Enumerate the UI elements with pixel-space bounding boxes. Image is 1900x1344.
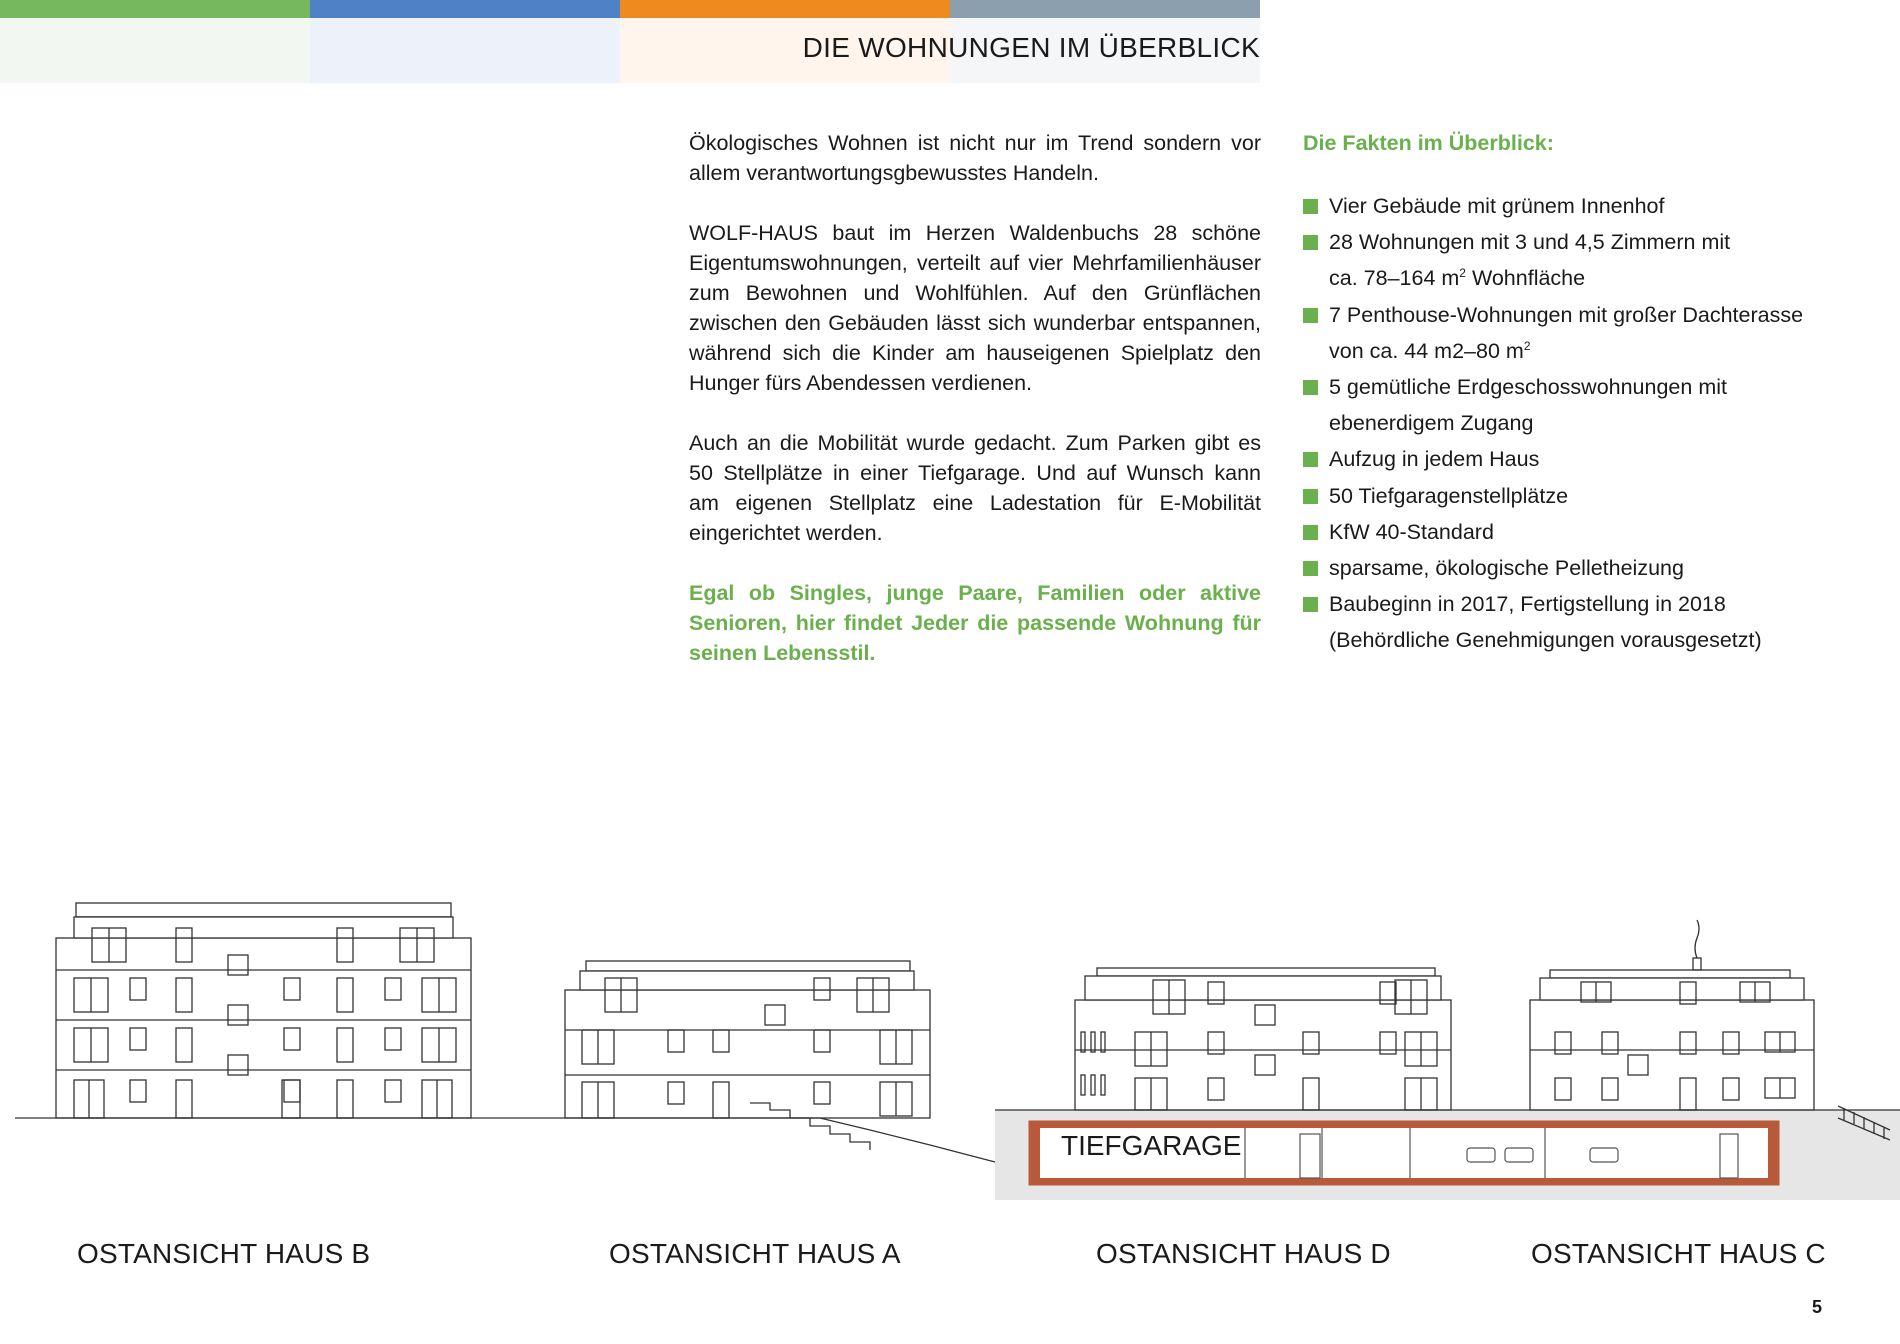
house-c bbox=[1530, 920, 1890, 1140]
header-strip-green bbox=[0, 0, 310, 18]
square-bullet-icon bbox=[1303, 489, 1318, 504]
list-item: 28 Wohnungen mit 3 und 4,5 Zimmern mit ca. 78–164 $m^2$ Wohnfläche bbox=[1303, 224, 1863, 296]
page-number: 5 bbox=[1812, 1297, 1823, 1317]
header-band-blue bbox=[310, 18, 620, 83]
facts-list bbox=[1303, 188, 1863, 659]
list-item: Vier Gebäude mit grünem Innenhof bbox=[1303, 188, 1863, 224]
list-item: KfW 40-Standard bbox=[1303, 514, 1863, 550]
page-title: DIE WOHNUNGEN IM ÜBERBLICK bbox=[802, 32, 1260, 63]
list-item: 5 gemütliche Erdgeschosswohnungen mit ebenerdigem Zugang bbox=[1303, 369, 1863, 441]
garage-label: TIEFGARAGE bbox=[1061, 1130, 1242, 1161]
intro-paragraph-3: Auch an die Mobilität wurde gedacht. Zum Parken gibt es 50 Stellplätze in einer Tiefgarage. Und auf Wunsch kann am eigenen Stellplatz eine Ladestation für E-Mobilität eingerichtet werden. bbox=[689, 431, 1261, 545]
list-item: Aufzug in jedem Haus bbox=[1303, 441, 1863, 477]
header-band-green bbox=[0, 18, 310, 83]
square-bullet-icon bbox=[1303, 525, 1318, 540]
header-strip-blue bbox=[310, 0, 620, 18]
facts-heading: Die Fakten im Überblick: bbox=[1303, 131, 1554, 155]
caption-haus-b: OSTANSICHT HAUS B bbox=[77, 1238, 371, 1269]
square-bullet-icon bbox=[1303, 561, 1318, 576]
intro-paragraph-1: Ökologisches Wohnen ist nicht nur im Trend sondern vor allem verantwortungsgbewusstes Handeln. bbox=[689, 131, 1261, 185]
intro-text bbox=[689, 128, 1261, 698]
caption-haus-d: OSTANSICHT HAUS D bbox=[1096, 1238, 1391, 1269]
list-item: Baubeginn in 2017, Fertigstellung in 2018 (Behördliche Genehmigungen vorausgesetzt) bbox=[1303, 586, 1863, 658]
caption-haus-a: OSTANSICHT HAUS A bbox=[609, 1238, 901, 1269]
square-bullet-icon bbox=[1303, 199, 1318, 214]
list-item: sparsame, ökologische Pelletheizung bbox=[1303, 550, 1863, 586]
intro-highlight: Egal ob Singles, junge Paare, Familien oder aktive Senioren, hier findet Jeder die passende Wohnung für seinen Lebensstil. bbox=[689, 581, 1261, 665]
header-strip-orange bbox=[620, 0, 950, 18]
house-d bbox=[1075, 968, 1451, 1110]
intro-paragraph-2: WOLF-HAUS baut im Herzen Waldenbuchs 28 schöne Eigentumswohnungen, verteilt auf vier Mehrfamilienhäuser zum Bewohnen und Wohlfühlen. Auf den Grünflächen zwischen den Gebäuden lässt sich wunderbar entspannen, während sich die Kinder am hauseigenen Spielplatz den Hunger fürs Abendessen verdienen. bbox=[689, 221, 1261, 395]
caption-haus-c: OSTANSICHT HAUS C bbox=[1531, 1238, 1826, 1269]
list-item: 7 Penthouse-Wohnungen mit großer Dachterasse von ca. 44 m2–80 $m^2$ bbox=[1303, 297, 1863, 369]
square-bullet-icon bbox=[1303, 235, 1318, 250]
elevation-drawing bbox=[0, 880, 1900, 1220]
square-bullet-icon bbox=[1303, 380, 1318, 395]
house-b bbox=[56, 903, 471, 1118]
facts-box bbox=[1303, 128, 1863, 659]
house-a bbox=[565, 961, 930, 1150]
square-bullet-icon bbox=[1303, 452, 1318, 467]
square-bullet-icon bbox=[1303, 308, 1318, 323]
square-bullet-icon bbox=[1303, 597, 1318, 612]
header-strip-gray bbox=[950, 0, 1260, 18]
list-item: 50 Tiefgaragenstellplätze bbox=[1303, 478, 1863, 514]
